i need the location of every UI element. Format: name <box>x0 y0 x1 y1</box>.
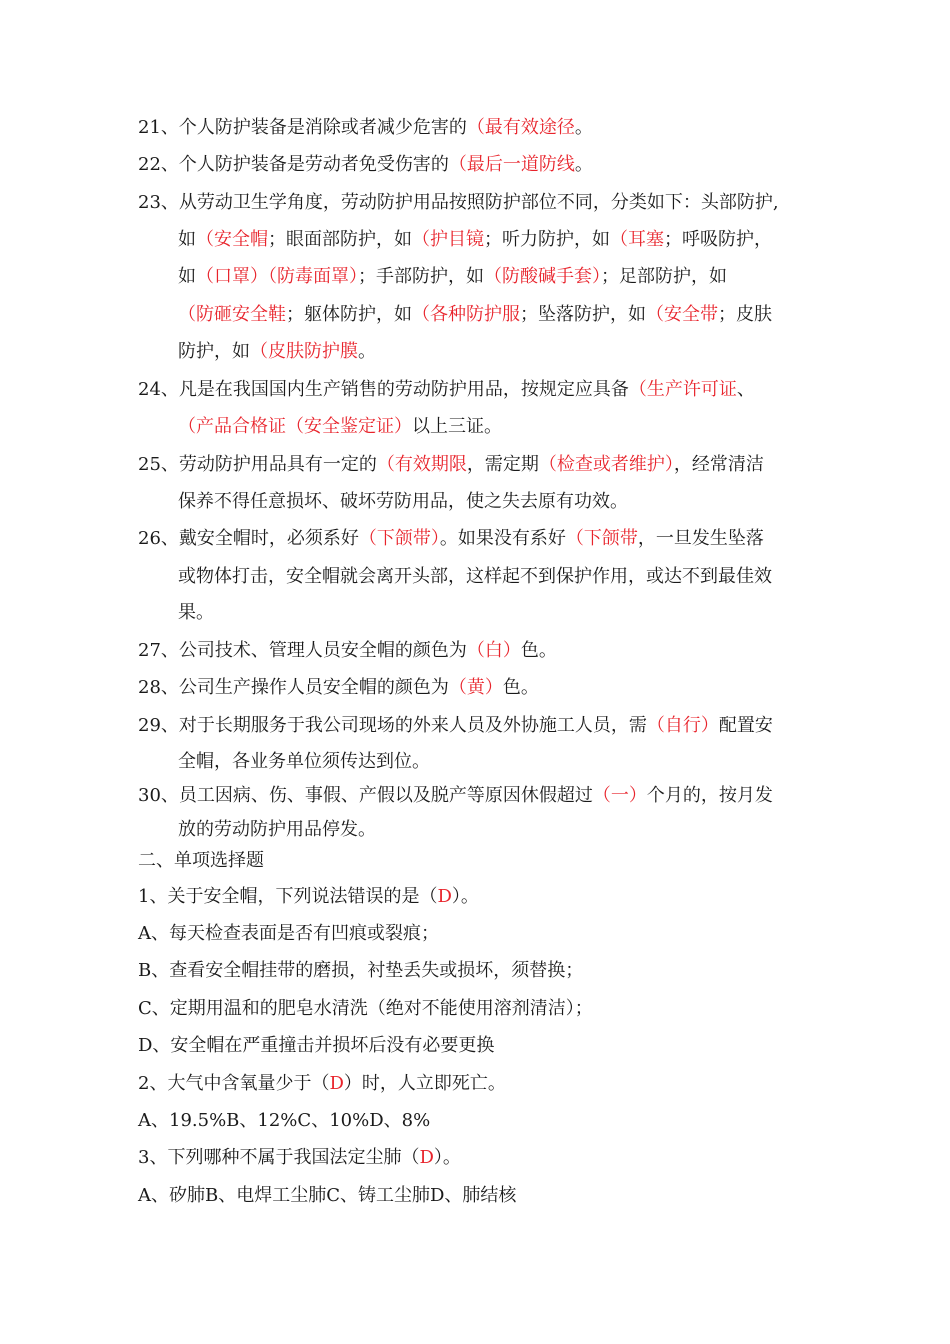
text-line <box>138 1181 516 1211</box>
text-line <box>138 1106 430 1136</box>
text-line <box>138 673 539 703</box>
question-text: 或物体打击，安全帽就会离开头部，这样起不到保护作用，或达不到最佳效 <box>178 566 772 587</box>
text-line <box>138 994 593 1024</box>
text-line <box>178 337 376 367</box>
question-text: 26、戴安全帽时，必须系好 <box>138 528 359 549</box>
text-line <box>138 188 779 218</box>
question-text: 以上三证。 <box>412 416 502 437</box>
answer-text: （安全带 <box>646 304 718 325</box>
question-text: A、矽肺B、电焊工尘肺C、铸工尘肺D、肺结核 <box>138 1185 517 1206</box>
answer-text: （生产许可证 <box>628 379 737 400</box>
question-text: ；听力防护，如 <box>484 229 610 250</box>
question-text: 二、单项选择题 <box>138 850 264 871</box>
question-text: ）。 <box>433 1147 461 1168</box>
question-text: 24、凡是在我国国内生产销售的劳动防护用品，按规定应具备 <box>138 379 629 400</box>
question-text: 1、关于安全帽，下列说法错误的是（ <box>138 886 438 907</box>
text-line <box>138 450 764 480</box>
answer-text: （检查或者维护） <box>538 454 674 475</box>
text-line <box>178 487 628 517</box>
answer-text: （一） <box>592 785 647 806</box>
text-line <box>178 562 772 592</box>
question-text: C、定期用温和的肥皂水清洗（绝对不能使用溶剂清洁）； <box>138 998 593 1019</box>
text-line <box>178 747 430 777</box>
question-text: 。 <box>574 117 593 138</box>
question-text: ）时，人立即死亡。 <box>343 1073 506 1094</box>
question-text: 全帽，各业务单位须传达到位。 <box>178 751 430 772</box>
question-text: 配置安 <box>718 715 773 736</box>
text-line <box>138 1143 461 1173</box>
question-text: 如 <box>178 266 196 287</box>
question-text: D、安全帽在严重撞击并损坏后没有必要更换 <box>138 1035 495 1056</box>
answer-text: （耳塞 <box>610 229 664 250</box>
text-line <box>138 150 593 180</box>
question-text: A、每天检查表面是否有凹痕或裂痕； <box>138 923 439 944</box>
question-text: ）。 <box>451 886 479 907</box>
text-line <box>138 1069 506 1099</box>
text-line <box>178 815 376 845</box>
question-text: 色。 <box>520 640 557 661</box>
question-text: 色。 <box>502 677 539 698</box>
answer-text: D <box>419 1147 434 1168</box>
text-line <box>178 225 772 255</box>
text-line <box>178 300 772 330</box>
question-text: A、19.5%B、12%C、10%D、8% <box>138 1110 431 1131</box>
question-text: 3、下列哪种不属于我国法定尘肺（ <box>138 1147 420 1168</box>
text-line <box>138 846 264 876</box>
question-text: 30、员工因病、伤、事假、产假以及脱产等原因休假超过 <box>138 785 593 806</box>
question-text: 25、劳动防护用品具有一定的 <box>138 454 377 475</box>
answer-text: （下颌带） <box>358 528 440 549</box>
text-line <box>138 113 593 143</box>
question-text: 保养不得任意损坏、破坏劳防用品，使之失去原有功效。 <box>178 491 628 512</box>
question-text: 放的劳动防护用品停发。 <box>178 819 376 840</box>
answer-text: （自行） <box>646 715 719 736</box>
question-text: B、查看安全帽挂带的磨损，衬垫丢失或损坏，须替换； <box>138 960 584 981</box>
text-line <box>138 711 773 741</box>
text-line <box>138 956 583 986</box>
text-line <box>178 412 502 442</box>
answer-text: （下颌带 <box>565 528 638 549</box>
answer-text: （最有效途径 <box>466 117 575 138</box>
question-text: 21、个人防护装备是消除或者减少危害的 <box>138 117 467 138</box>
answer-text: （防砸安全鞋 <box>178 304 286 325</box>
question-text: 。 <box>358 341 376 362</box>
answer-text: （产品合格证（安全鉴定证） <box>178 416 412 437</box>
answer-text: （护目镜 <box>412 229 484 250</box>
text-line <box>138 524 764 554</box>
question-text: 防护，如 <box>178 341 250 362</box>
answer-text: （各种防护服 <box>412 304 520 325</box>
answer-text: D <box>329 1073 344 1094</box>
answer-text: D <box>437 886 452 907</box>
text-line <box>138 375 755 405</box>
question-text: 个月的，按月发 <box>646 785 773 806</box>
question-text: 如 <box>178 229 196 250</box>
question-text: 2、大气中含氧量少于（ <box>138 1073 330 1094</box>
text-line <box>138 1031 494 1061</box>
answer-text: （最后一道防线 <box>448 154 575 175</box>
text-line <box>138 882 479 912</box>
question-text: ；皮肤 <box>718 304 772 325</box>
answer-text: （安全帽 <box>196 229 268 250</box>
answer-text: （黄） <box>448 677 503 698</box>
answer-text: （皮肤防护膜 <box>250 341 358 362</box>
question-text: 28、公司生产操作人员安全帽的颜色为 <box>138 677 449 698</box>
question-text: ；眼面部防护，如 <box>268 229 412 250</box>
question-text: 。如果没有系好 <box>439 528 566 549</box>
question-text: ；呼吸防护， <box>664 229 772 250</box>
question-text: 27、公司技术、管理人员安全帽的颜色为 <box>138 640 467 661</box>
question-text: 。 <box>574 154 593 175</box>
text-line <box>178 598 214 628</box>
answer-text: （有效期限 <box>376 454 467 475</box>
question-text: ，需定期 <box>466 454 539 475</box>
question-text: ；躯体防护，如 <box>286 304 412 325</box>
text-line <box>138 919 439 949</box>
question-text: ，经常清洁 <box>673 454 764 475</box>
answer-text: （白） <box>466 640 521 661</box>
text-line <box>178 262 727 292</box>
question-text: 22、个人防护装备是劳动者免受伤害的 <box>138 154 449 175</box>
question-text: ；坠落防护，如 <box>520 304 646 325</box>
text-line <box>138 636 557 666</box>
answer-text: （口罩）（防毒面罩） <box>196 266 358 287</box>
question-text: 果。 <box>178 602 214 623</box>
question-text: 29、对于长期服务于我公司现场的外来人员及外协施工人员，需 <box>138 715 647 736</box>
answer-text: （防酸碱手套） <box>484 266 601 287</box>
question-text: ；手部防护，如 <box>358 266 484 287</box>
text-line <box>138 781 773 811</box>
question-text: 、 <box>736 379 755 400</box>
question-text: ；足部防护，如 <box>601 266 727 287</box>
question-text: ，一旦发生坠落 <box>637 528 764 549</box>
question-text: 23、从劳动卫生学角度，劳动防护用品按照防护部位不同，分类如下：头部防护, <box>138 192 779 213</box>
